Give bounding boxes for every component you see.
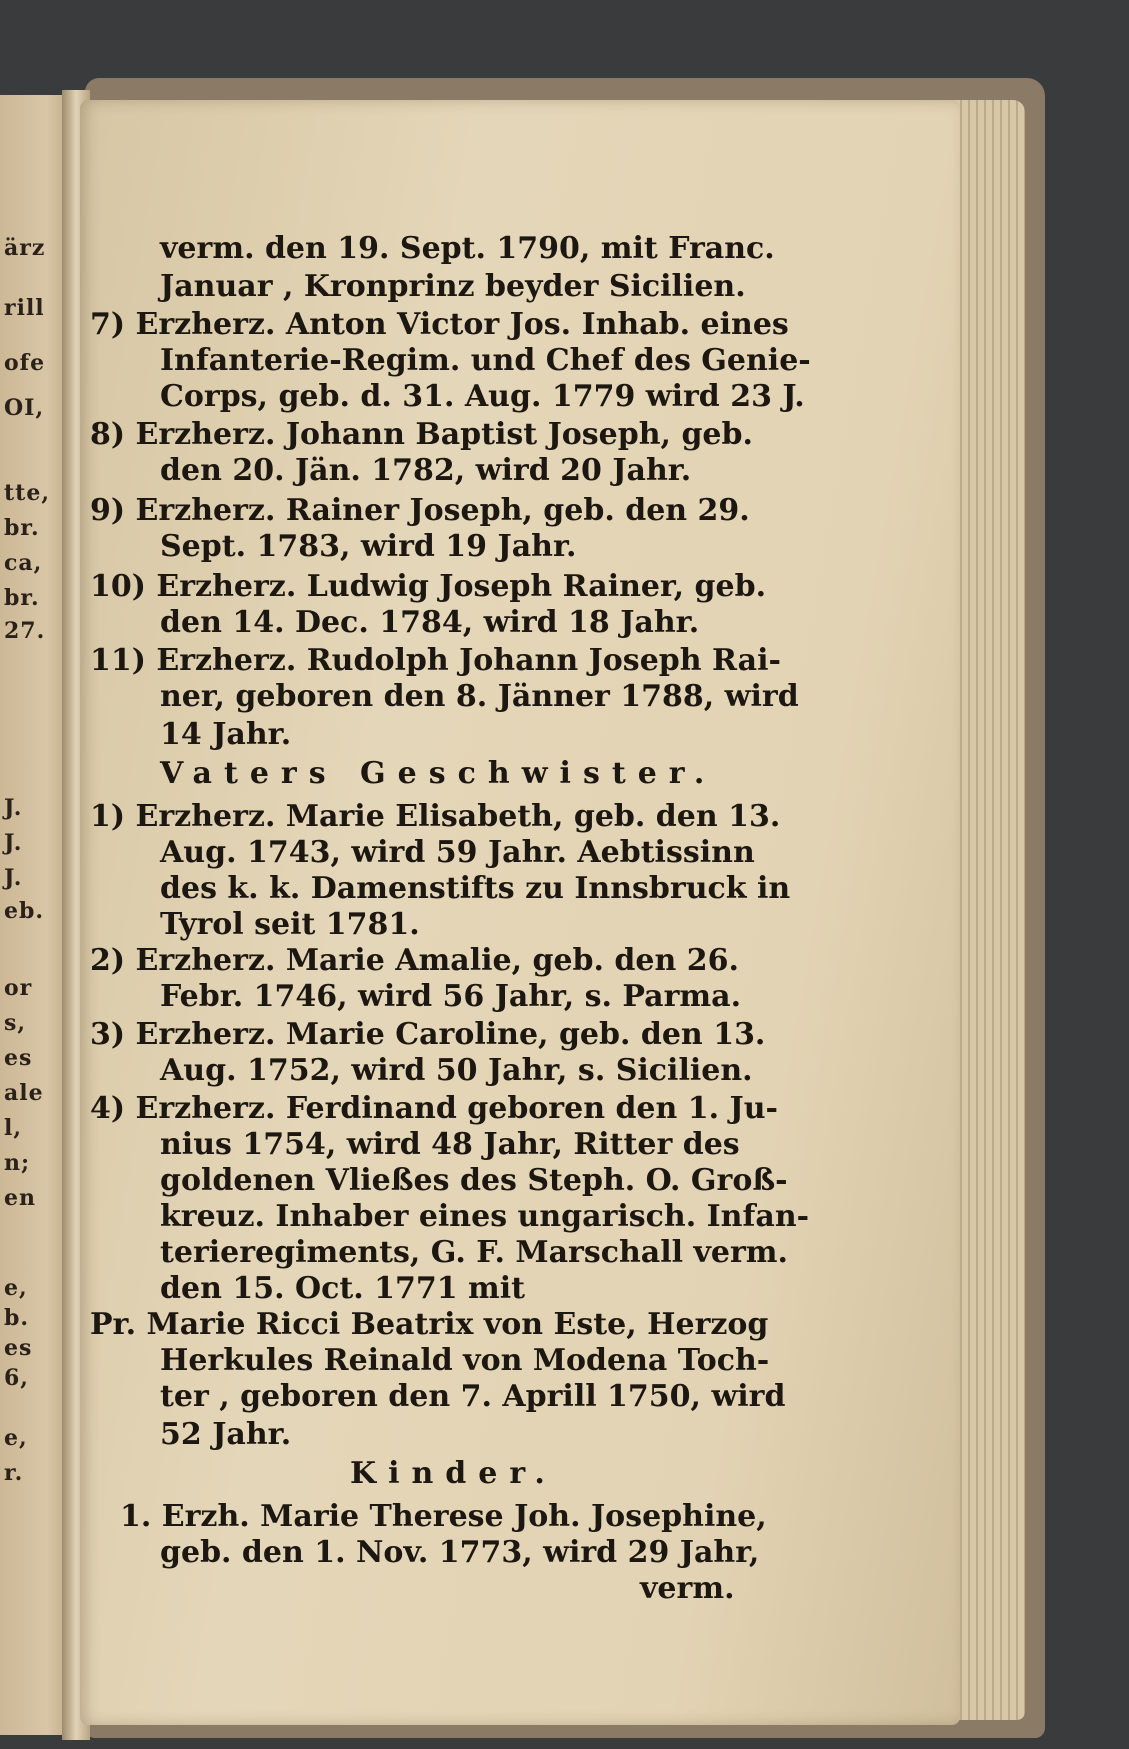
margin-fragment: tte,: [4, 480, 50, 506]
section-heading-kinder: Kinder.: [350, 1456, 557, 1491]
margin-fragment: l,: [4, 1115, 23, 1141]
text-line: Pr. Marie Ricci Beatrix von Este, Herzog: [90, 1307, 769, 1342]
margin-fragment: ca,: [4, 550, 43, 576]
text-line: geb. den 1. Nov. 1773, wird 29 Jahr,: [160, 1535, 760, 1570]
text-line: 11) Erzherz. Rudolph Johann Joseph Rai-: [90, 643, 781, 678]
margin-fragment: rill: [4, 295, 45, 321]
text-line: Corps, geb. d. 31. Aug. 1779 wird 23 J.: [160, 379, 805, 414]
text-line: 2) Erzherz. Marie Amalie, geb. den 26.: [90, 943, 739, 978]
text-line: ner, geboren den 8. Jänner 1788, wird: [160, 679, 799, 714]
text-line: Aug. 1752, wird 50 Jahr, s. Sicilien.: [160, 1053, 753, 1088]
text-line: nius 1754, wird 48 Jahr, Ritter des: [160, 1127, 740, 1162]
margin-fragment: e,: [4, 1425, 28, 1451]
margin-fragment: J.: [4, 830, 23, 856]
text-line: 1. Erzh. Marie Therese Joh. Josephine,: [120, 1499, 767, 1534]
margin-fragment: J.: [4, 795, 23, 821]
text-line: 1) Erzherz. Marie Elisabeth, geb. den 13.: [90, 799, 781, 834]
section-heading-vaters-geschwister: Vaters Geschwister.: [160, 756, 717, 791]
margin-fragment: s,: [4, 1010, 27, 1036]
text-line: Infanterie-Regim. und Chef des Genie-: [160, 343, 811, 378]
text-line: Herkules Reinald von Modena Toch-: [160, 1343, 770, 1378]
margin-fragment: ofe: [4, 350, 46, 376]
margin-fragment: 6,: [4, 1365, 29, 1391]
text-line: verm.: [640, 1571, 735, 1606]
margin-fragment: n;: [4, 1150, 31, 1176]
text-line: den 15. Oct. 1771 mit: [160, 1271, 526, 1306]
margin-fragment: ale: [4, 1080, 44, 1106]
text-line: des k. k. Damenstifts zu Innsbruck in: [160, 871, 791, 906]
text-line: 9) Erzherz. Rainer Joseph, geb. den 29.: [90, 493, 750, 528]
text-line: Febr. 1746, wird 56 Jahr, s. Parma.: [160, 979, 742, 1014]
text-line: 10) Erzherz. Ludwig Joseph Rainer, geb.: [90, 569, 767, 604]
margin-fragment: or: [4, 975, 33, 1001]
text-line: Sept. 1783, wird 19 Jahr.: [160, 529, 577, 564]
margin-fragment: eb.: [4, 898, 45, 924]
margin-fragment: br.: [4, 585, 40, 611]
margin-fragment: es: [4, 1335, 33, 1361]
margin-fragment: es: [4, 1045, 33, 1071]
margin-fragment: ΟΙ,: [4, 395, 45, 421]
text-line: Aug. 1743, wird 59 Jahr. Aebtissinn: [160, 835, 755, 870]
text-line: verm. den 19. Sept. 1790, mit Franc.: [160, 231, 775, 266]
margin-fragment: J.: [4, 865, 23, 891]
text-line: Januar , Kronprinz beyder Sicilien.: [160, 269, 746, 304]
margin-fragment: ärz: [4, 235, 46, 261]
text-line: den 20. Jän. 1782, wird 20 Jahr.: [160, 453, 692, 488]
text-line: 4) Erzherz. Ferdinand geboren den 1. Ju-: [90, 1091, 778, 1126]
margin-fragment: b.: [4, 1305, 30, 1331]
margin-fragment: r.: [4, 1460, 24, 1486]
text-line: 7) Erzherz. Anton Victor Jos. Inhab. eines: [90, 307, 789, 342]
text-line: den 14. Dec. 1784, wird 18 Jahr.: [160, 605, 700, 640]
text-line: Tyrol seit 1781.: [160, 907, 420, 942]
text-line: 3) Erzherz. Marie Caroline, geb. den 13.: [90, 1017, 766, 1052]
margin-fragment: br.: [4, 515, 40, 541]
text-line: 14 Jahr.: [160, 717, 292, 752]
text-line: 52 Jahr.: [160, 1417, 292, 1452]
text-line: kreuz. Inhaber eines ungarisch. Infan-: [160, 1199, 810, 1234]
text-line: 8) Erzherz. Johann Baptist Joseph, geb.: [90, 417, 753, 452]
margin-fragment: 27.: [4, 618, 46, 644]
margin-fragment: e,: [4, 1275, 28, 1301]
text-line: goldenen Vließes des Steph. O. Groß-: [160, 1163, 788, 1198]
margin-fragment: en: [4, 1185, 36, 1211]
text-line: terieregiments, G. F. Marschall verm.: [160, 1235, 788, 1270]
text-line: ter , geboren den 7. Aprill 1750, wird: [160, 1379, 786, 1414]
